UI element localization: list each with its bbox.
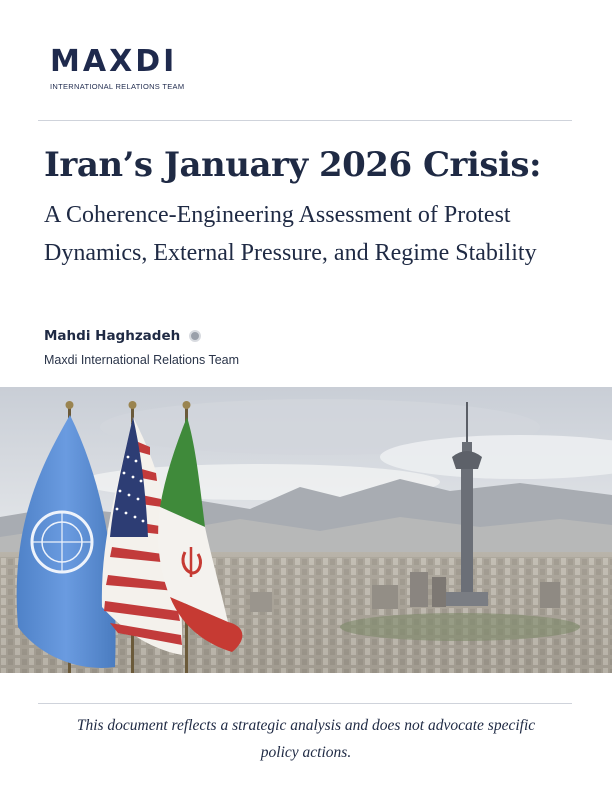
hero-image: [0, 387, 612, 673]
author-name: Mahdi Haghzadeh: [44, 328, 181, 344]
author-line: [44, 328, 201, 344]
disclaimer-text: This document reflects a strategic analysis and does not advocate specific policy actions.: [76, 717, 536, 761]
author-affiliation: Maxdi International Relations Team: [44, 353, 240, 367]
tehran-skyline-image: [0, 387, 612, 673]
document-subtitle: A Coherence-Engineering Assessment of Protest Dynamics, External Pressure, and Regime Stability: [44, 202, 537, 266]
document-title: Iran’s January 2026 Crisis:: [44, 145, 542, 185]
brand-subtitle: INTERNATIONAL RELATIONS TEAM: [50, 82, 185, 91]
orcid-icon[interactable]: [189, 330, 201, 342]
bottom-divider: [38, 703, 572, 704]
brand-logo: [50, 46, 184, 91]
top-divider: [38, 120, 572, 121]
brand-name: MAXDI: [50, 44, 178, 79]
